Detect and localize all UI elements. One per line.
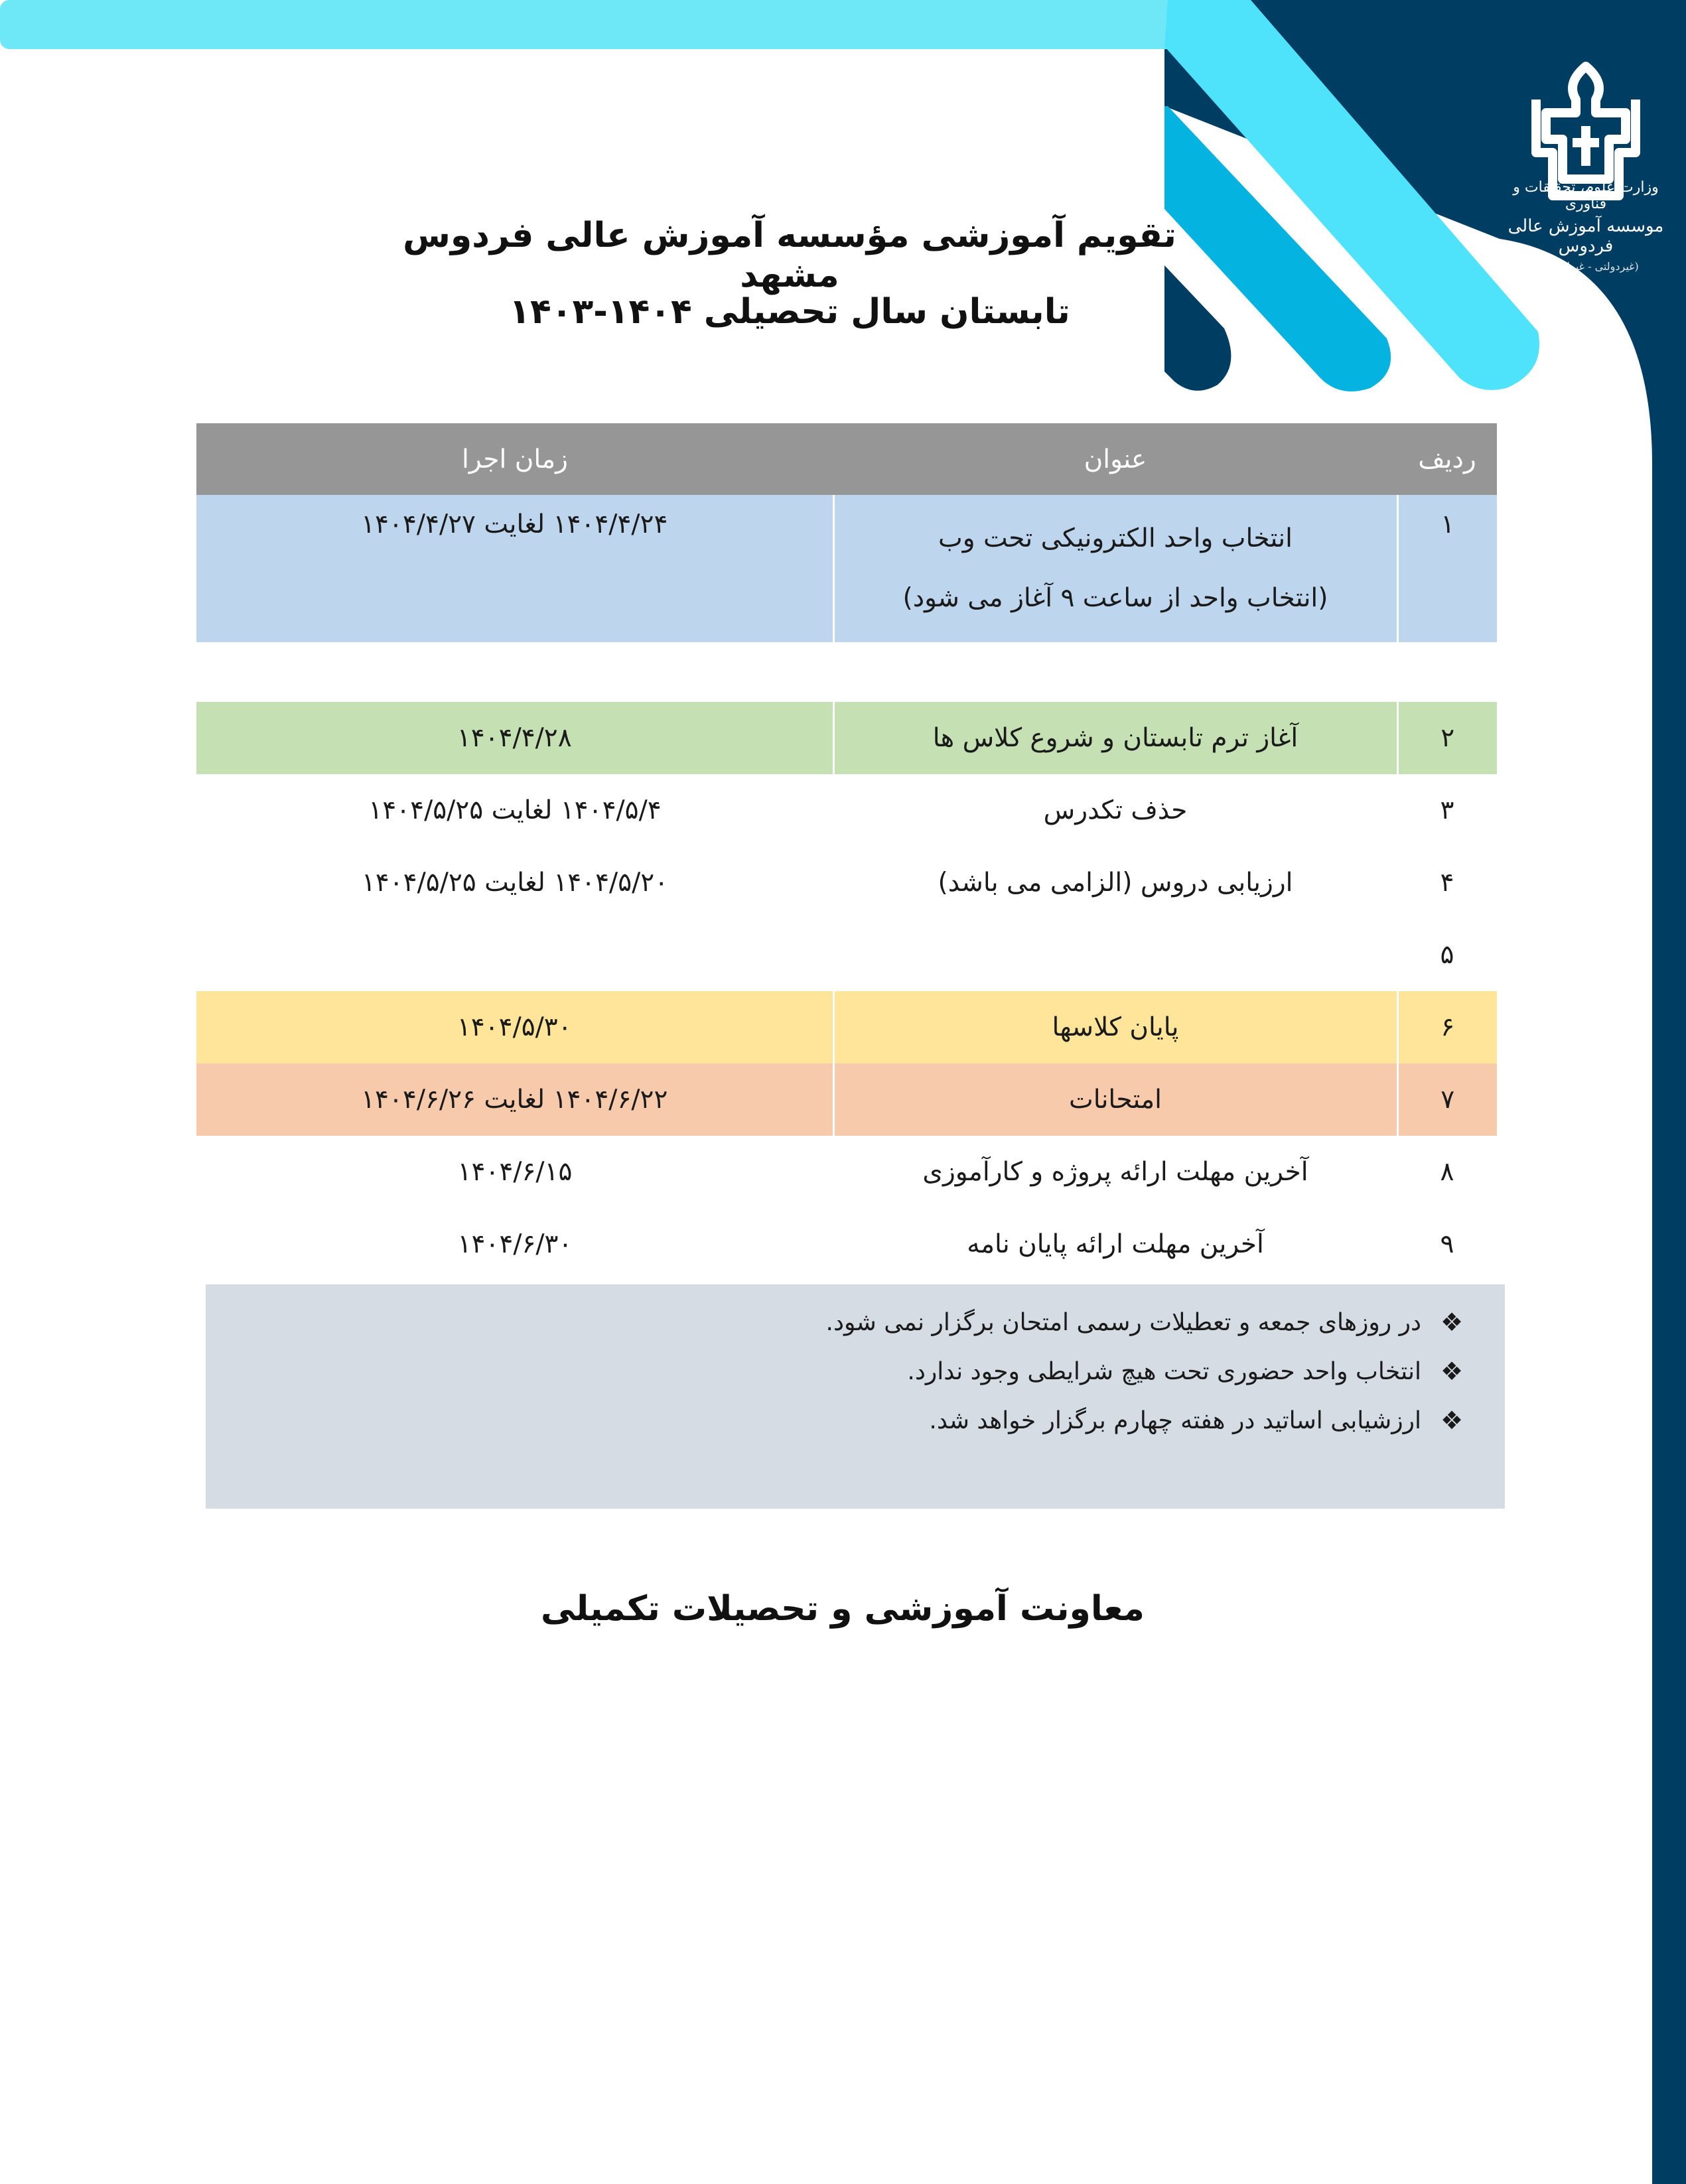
note-text: در روزهای جمعه و تعطیلات رسمی امتحان برگزار نمی شود. [825, 1308, 1421, 1336]
row-number: ۲ [1397, 702, 1497, 774]
diamond-bullet-icon: ❖ [1440, 1308, 1464, 1337]
row-title [833, 495, 1397, 642]
table-row [196, 847, 1497, 919]
row-number: ۹ [1440, 1229, 1454, 1259]
row-title-line1: انتخاب واحد الکترونیکی تحت وب [938, 523, 1293, 553]
table-row [196, 1063, 1497, 1136]
row-number: ۵ [1440, 940, 1454, 970]
row-number: ۱ [1397, 495, 1497, 642]
note-text: ارزشیابی اساتید در هفته چهارم برگزار خواهد شد. [929, 1406, 1421, 1434]
page-title: تقویم آموزشی مؤسسه آموزش عالی فردوس مشهد [403, 216, 1176, 295]
row-title [833, 919, 1397, 991]
row-number: ۷ [1397, 1063, 1497, 1136]
row-time: ۱۴۰۴/۶/۳۰ [457, 1229, 573, 1259]
row-time: ۱۴۰۴/۵/۴ لغایت ۱۴۰۴/۵/۲۵ [368, 795, 662, 825]
note-item [206, 1298, 1465, 1347]
row-time: ۱۴۰۴/۴/۲۴ لغایت ۱۴۰۴/۴/۲۷ [196, 495, 833, 642]
logo-caption-line3: (غیردولتی - غیرانتفاعی) [1533, 260, 1639, 273]
table-row [196, 991, 1497, 1063]
logo-caption-line2: موسسه آموزش عالی فردوس [1508, 216, 1664, 256]
row-title: آخرین مهلت ارائه پایان نامه [967, 1229, 1264, 1259]
row-title: آخرین مهلت ارائه پروژه و کارآموزی [922, 1157, 1308, 1187]
logo-caption [1506, 179, 1665, 273]
header-row-number: ردیف [1397, 423, 1497, 495]
table-row [196, 919, 1497, 991]
row-time: ۱۴۰۴/۴/۲۸ [196, 702, 833, 774]
page-subtitle: تابستان سال تحصیلی ۱۴۰۴-۱۴۰۳ [509, 292, 1070, 332]
calendar-table-bottom [196, 702, 1497, 1280]
row-time: ۱۴۰۴/۶/۱۵ [457, 1157, 573, 1187]
row-title: امتحانات [833, 1063, 1397, 1136]
row-time: ۱۴۰۴/۵/۳۰ [196, 991, 833, 1063]
row-title: حذف تکدرس [1043, 795, 1188, 825]
table-header-row [196, 423, 1497, 495]
row-number: ۴ [1440, 868, 1454, 898]
footer-signature: معاونت آموزشی و تحصیلات تکمیلی [541, 1589, 1145, 1629]
header-title: عنوان [833, 423, 1397, 495]
note-item [206, 1396, 1465, 1445]
table-row [196, 774, 1497, 847]
note-item [206, 1347, 1465, 1396]
row-time: ۱۴۰۴/۶/۲۲ لغایت ۱۴۰۴/۶/۲۶ [196, 1063, 833, 1136]
table-row [196, 1208, 1497, 1280]
row-time: ۱۴۰۴/۵/۲۰ لغایت ۱۴۰۴/۵/۲۵ [361, 868, 669, 898]
row-number: ۳ [1440, 795, 1454, 825]
diamond-bullet-icon: ❖ [1440, 1406, 1464, 1435]
header-time: زمان اجرا [196, 423, 833, 495]
notes-box [206, 1284, 1505, 1509]
row-title: پایان کلاسها [833, 991, 1397, 1063]
row-title: ارزیابی دروس (الزامی می باشد) [938, 868, 1293, 898]
logo-caption-line1: وزارت علوم، تحقیقات و فناوری [1513, 179, 1659, 212]
row-time [196, 919, 833, 991]
row-title: آغاز ترم تابستان و شروع کلاس ها [833, 702, 1397, 774]
row-number: ۶ [1397, 991, 1497, 1063]
table-row [196, 495, 1497, 642]
table-row [196, 702, 1497, 774]
diamond-bullet-icon: ❖ [1440, 1357, 1464, 1386]
row-number: ۸ [1440, 1157, 1454, 1187]
row-title-line2: (انتخاب واحد از ساعت ۹ آغاز می شود) [902, 583, 1328, 613]
top-cyan-bar [0, 0, 1178, 49]
note-text: انتخاب واحد حضوری تحت هیچ شرایطی وجود ندارد. [907, 1357, 1421, 1385]
calendar-table-top [196, 423, 1497, 642]
table-row [196, 1136, 1497, 1208]
